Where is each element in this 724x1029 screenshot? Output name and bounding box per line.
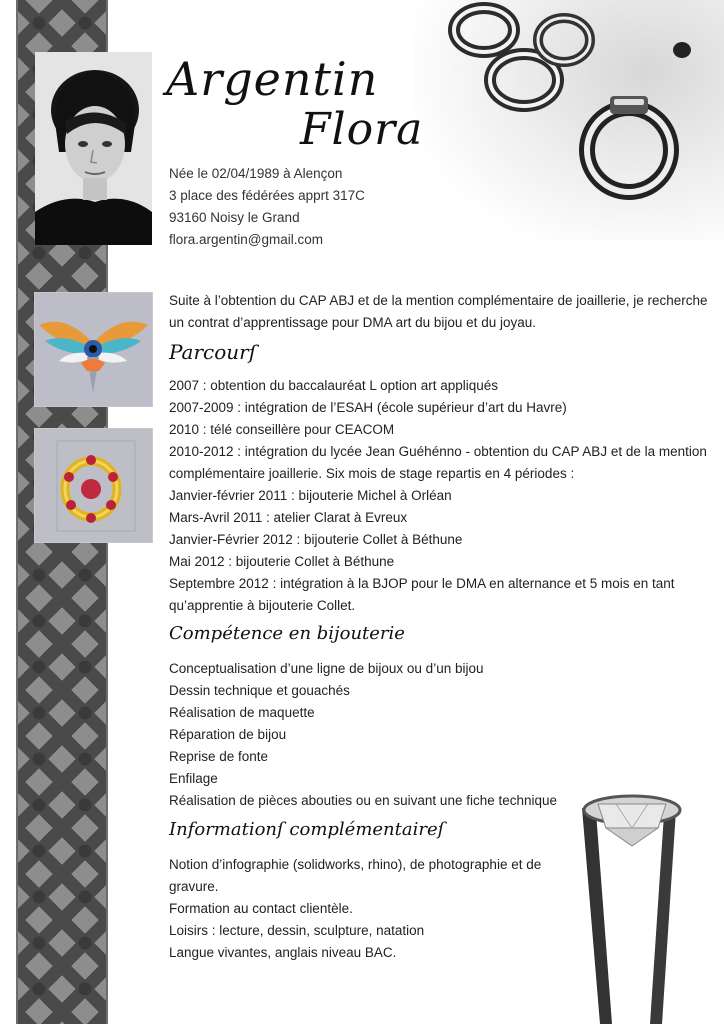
parcours-list <box>169 375 709 617</box>
pendant-photo <box>572 788 692 1024</box>
list-item: Réparation de bijou <box>169 727 287 742</box>
list-item: 2007-2009 : intégration de l’ESAH (école supérieur d’art du Havre) <box>169 400 567 415</box>
list-item: 2010-2012 : intégration du lycée Jean Guéhénno - obtention du CAP ABJ et de la mention complémentaire joaillerie. Six mois de stage repartis en 4 périodes : <box>169 444 707 481</box>
section-title-informations: Informationſ complémentaireſ <box>169 819 445 840</box>
address-street: 3 place des fédérées apprt 317C <box>169 188 365 203</box>
list-item: Enfilage <box>169 771 218 786</box>
list-item: 2007 : obtention du baccalauréat L option art appliqués <box>169 378 498 393</box>
list-item: Notion d’infographie (solidworks, rhino), de photographie et de gravure. <box>169 857 542 894</box>
list-item: Janvier-Février 2012 : bijouterie Collet à Béthune <box>169 532 463 547</box>
intro-paragraph: Suite à l’obtention du CAP ABJ et de la mention complémentaire de joaillerie, je recherche un contrat d’apprentissage pour DMA art du bijou et du joyau. <box>169 293 708 330</box>
name-last: Flora <box>300 104 424 155</box>
ring-drawing <box>35 429 152 542</box>
contact-block <box>169 163 365 251</box>
list-item: Réalisation de maquette <box>169 705 315 720</box>
list-item: Septembre 2012 : intégration à la BJOP pour le DMA en alternance et 5 mois en tant qu’apprentie à bijouterie Collet. <box>169 576 675 613</box>
section-title-parcours: Parcourſ <box>169 340 257 364</box>
name-first: Argentin <box>166 52 379 106</box>
list-item: Langue vivantes, anglais niveau BAC. <box>169 945 397 960</box>
list-item: Formation au contact clientèle. <box>169 901 353 916</box>
list-item: Conceptualisation d’une ligne de bijoux ou d’un bijou <box>169 661 484 676</box>
address-city: 93160 Noisy le Grand <box>169 210 300 225</box>
list-item: Mars-Avril 2011 : atelier Clarat à Evreux <box>169 510 408 525</box>
competence-list <box>169 658 709 812</box>
informations-list <box>169 854 549 964</box>
section-title-competence: Compétence en bijouterie <box>169 623 405 644</box>
portrait-photo <box>35 52 152 245</box>
bracelet-clasp-photo <box>414 0 724 240</box>
list-item: Réalisation de pièces abouties ou en suivant une fiche technique <box>169 793 558 808</box>
list-item: 2010 : télé conseillère pour CEACOM <box>169 422 395 437</box>
email-link[interactable]: flora.argentin@gmail.com <box>169 232 324 247</box>
list-item: Dessin technique et gouachés <box>169 683 350 698</box>
list-item: Mai 2012 : bijouterie Collet à Béthune <box>169 554 395 569</box>
winged-brooch-drawing <box>35 293 152 406</box>
list-item: Reprise de fonte <box>169 749 269 764</box>
list-item: Loisirs : lecture, dessin, sculpture, natation <box>169 923 425 938</box>
list-item: Janvier-février 2011 : bijouterie Michel à Orléan <box>169 488 452 503</box>
birth-info: Née le 02/04/1989 à Alençon <box>169 166 343 181</box>
